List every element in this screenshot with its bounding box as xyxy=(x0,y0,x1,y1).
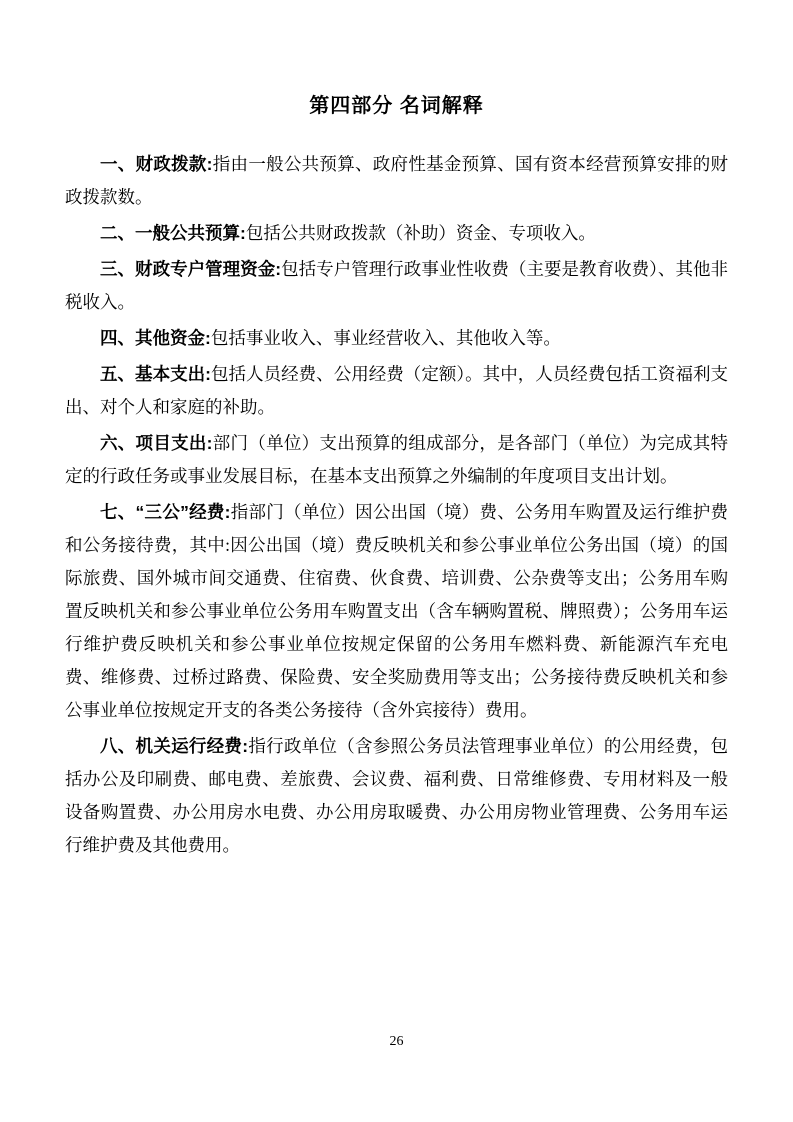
term-label: 八、机关运行经费: xyxy=(100,736,249,756)
page-number: 26 xyxy=(389,1034,404,1049)
definition-paragraph-5 xyxy=(65,358,728,424)
definition-text: 包括公共财政拨款（补助）资金、专项收入。 xyxy=(245,223,596,243)
definition-paragraph-3 xyxy=(65,253,728,319)
definition-text: 包括事业收入、事业经营收入、其他收入等。 xyxy=(210,328,561,348)
definition-paragraph-8 xyxy=(65,730,728,862)
definition-text: 指行政单位（含参照公务员法管理事业单位）的公用经费，包括办公及印刷费、邮电费、差旅费、会议费、福利费、日常维修费、专用材料及一般设备购置费、办公用房水电费、办公用房取暖费、办公用房物业管理费、公务用车运行维护费及其他费用。 xyxy=(65,736,729,855)
definition-text: 包括人员经费、公用经费（定额）。其中，人员经费包括工资福利支出、对个人和家庭的补助。 xyxy=(65,364,729,417)
definition-text: 指部门（单位）因公出国（境）费、公务用车购置及运行维护费和公务接待费，其中:因公出国（境）费反映机关和参公事业单位公务出国（境）的国际旅费、国外城市间交通费、住宿费、伙食费、培训费、公杂费等支出；公务用车购置反映机关和参公事业单位公务用车购置支出（含车辆购置税、牌照费）；公务用车运行维护费反映机关和参公事业单位按规定保留的公务用车燃料费、新能源汽车充电费、维修费、过桥过路费、保险费、安全奖励费用等支出；公务接待费反映机关和参公事业单位按规定开支的各类公务接待（含外宾接待）费用。 xyxy=(65,502,729,720)
definition-paragraph-1 xyxy=(65,148,728,214)
term-label: 四、其他资金: xyxy=(100,328,211,348)
term-label: 六、项目支出: xyxy=(100,433,213,453)
definition-paragraph-4 xyxy=(65,322,728,355)
term-label: 二、一般公共预算: xyxy=(100,223,246,243)
definition-text: 包括专户管理行政事业性收费（主要是教育收费）、其他非税收入。 xyxy=(65,259,729,312)
term-label: 五、基本支出: xyxy=(100,364,211,384)
definition-paragraph-6 xyxy=(65,427,728,493)
term-label: 一、财政拨款: xyxy=(100,154,213,174)
term-label: 三、财政专户管理资金: xyxy=(100,259,282,279)
definition-text: 指由一般公共预算、政府性基金预算、国有资本经营预算安排的财政拨款数。 xyxy=(65,154,729,207)
definition-paragraph-2 xyxy=(65,217,728,250)
term-label: 七、“三公”经费: xyxy=(100,502,231,522)
definition-paragraph-7 xyxy=(65,496,728,727)
definition-text: 部门（单位）支出预算的组成部分，是各部门（单位）为完成其特定的行政任务或事业发展目标，在基本支出预算之外编制的年度项目支出计划。 xyxy=(65,433,729,486)
page-title: 第四部分 名词解释 xyxy=(309,95,484,117)
